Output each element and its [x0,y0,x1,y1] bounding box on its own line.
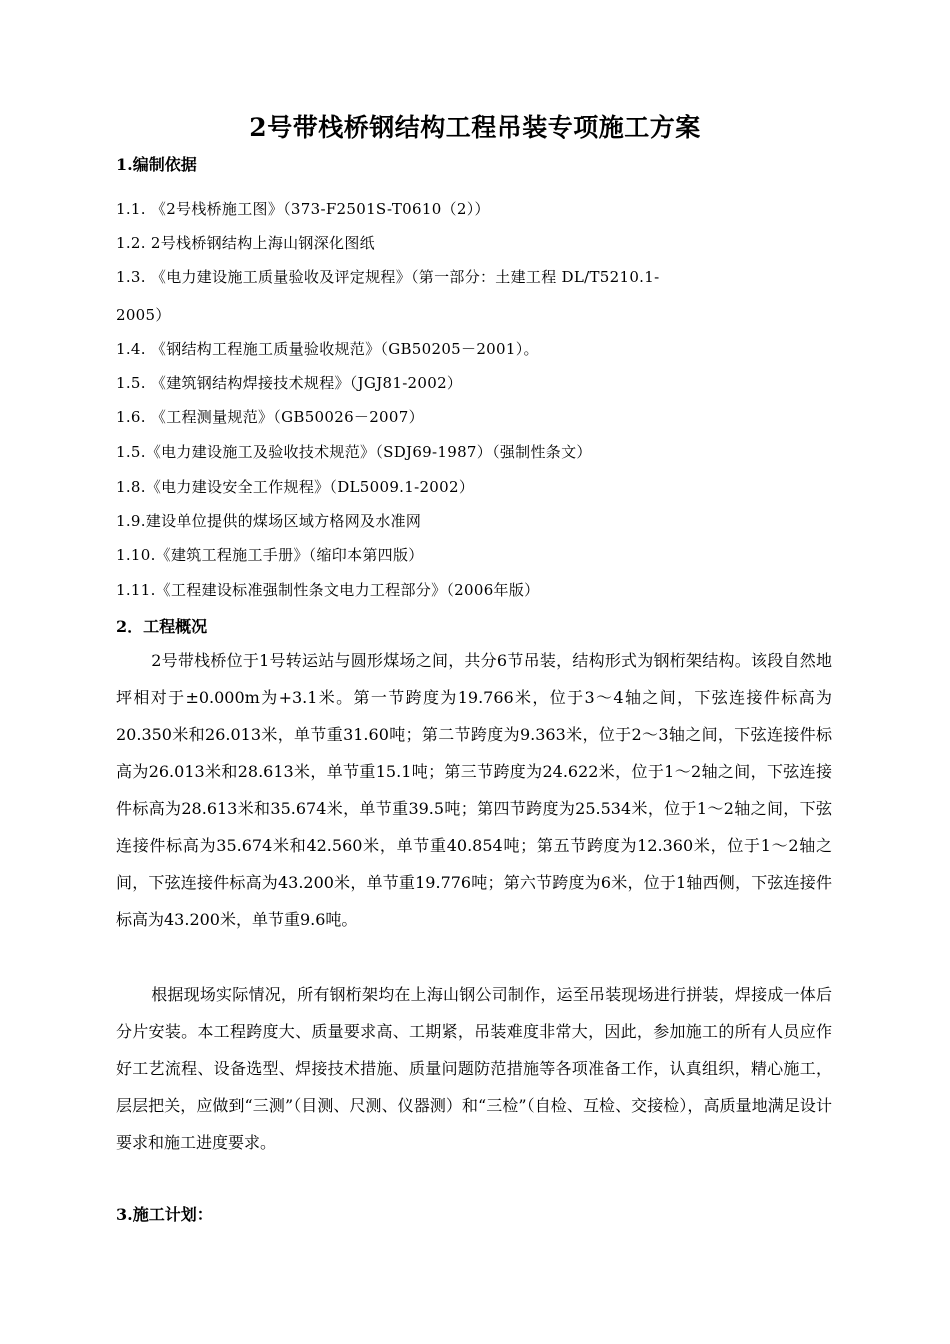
overview-paragraph: 2号带栈桥位于1号转运站与圆形煤场之间，共分6节吊装，结构形式为钢桁架结构。该段自然地坪相对于±0.000m为+3.1米。第一节跨度为19.766米，位于3～4轴之间，下弦连接件标高为20.350米和26.013米，单节重31.60吨；第二节跨度为9.363米，位于2～3轴之间，下弦连接件标高为26.013米和28.613米，单节重15.1吨；第三节跨度为24.622米，位于1～2轴之间，下弦连接件标高为28.613米和35.674米，单节重39.5吨；第四节跨度为25.534米，位于1～2轴之间，下弦连接件标高为35.674米和42.560米，单节重40.854吨；第五节跨度为12.360米，位于1～2轴之间，下弦连接件标高为43.200米，单节重19.776吨；第六节跨度为6米，位于1轴西侧，下弦连接件标高为43.200米，单节重9.6吨。 [116,651,832,929]
reference-item: 1.5. 《建筑钢结构焊接技术规程》（JGJ81-2002） [116,374,463,392]
section-2-heading: 2．工程概况 [116,617,208,636]
reference-item: 1.9.建设单位提供的煤场区域方格网及水准网 [116,512,422,530]
reference-item: 1.11.《工程建设标准强制性条文电力工程部分》（2006年版） [116,581,540,599]
reference-item: 1.3. 《电力建设施工质量验收及评定规程》（第一部分：土建工程 DL/T5210.1- [116,268,660,286]
reference-item: 1.6. 《工程测量规范》（GB50026－2007） [116,408,424,426]
section-1-heading: 1.编制依据 [116,155,197,174]
reference-item: 1.1. 《2号栈桥施工图》（373-F2501S-T0610（2）） [116,200,490,218]
reference-item: 1.2. 2号栈桥钢结构上海山钢深化图纸 [116,234,375,252]
overview-paragraph-2: 根据现场实际情况，所有钢桁架均在上海山钢公司制作，运至吊装现场进行拼装，焊接成一体后分片安装。本工程跨度大、质量要求高、工期紧，吊装难度非常大，因此，参加施工的所有人员应作好工艺流程、设备选型、焊接技术措施、质量问题防范措施等各项准备工作，认真组织，精心施工，层层把关，应做到“三测”（目测、尺测、仪器测）和“三检”（自检、互检、交接检），高质量地满足设计要求和施工进度要求。 [116,985,832,1152]
reference-item-continuation: 2005） [116,306,171,324]
reference-item: 1.4. 《钢结构工程施工质量验收规范》（GB50205－2001）。 [116,340,539,358]
document-title: 2号带栈桥钢结构工程吊装专项施工方案 [249,113,701,142]
reference-item: 1.5.《电力建设施工及验收技术规范》（SDJ69-1987）（强制性条文） [116,443,592,461]
reference-item: 1.10.《建筑工程施工手册》（缩印本第四版） [116,546,424,564]
reference-item: 1.8.《电力建设安全工作规程》（DL5009.1-2002） [116,478,475,496]
section-3-heading: 3.施工计划： [116,1205,213,1224]
